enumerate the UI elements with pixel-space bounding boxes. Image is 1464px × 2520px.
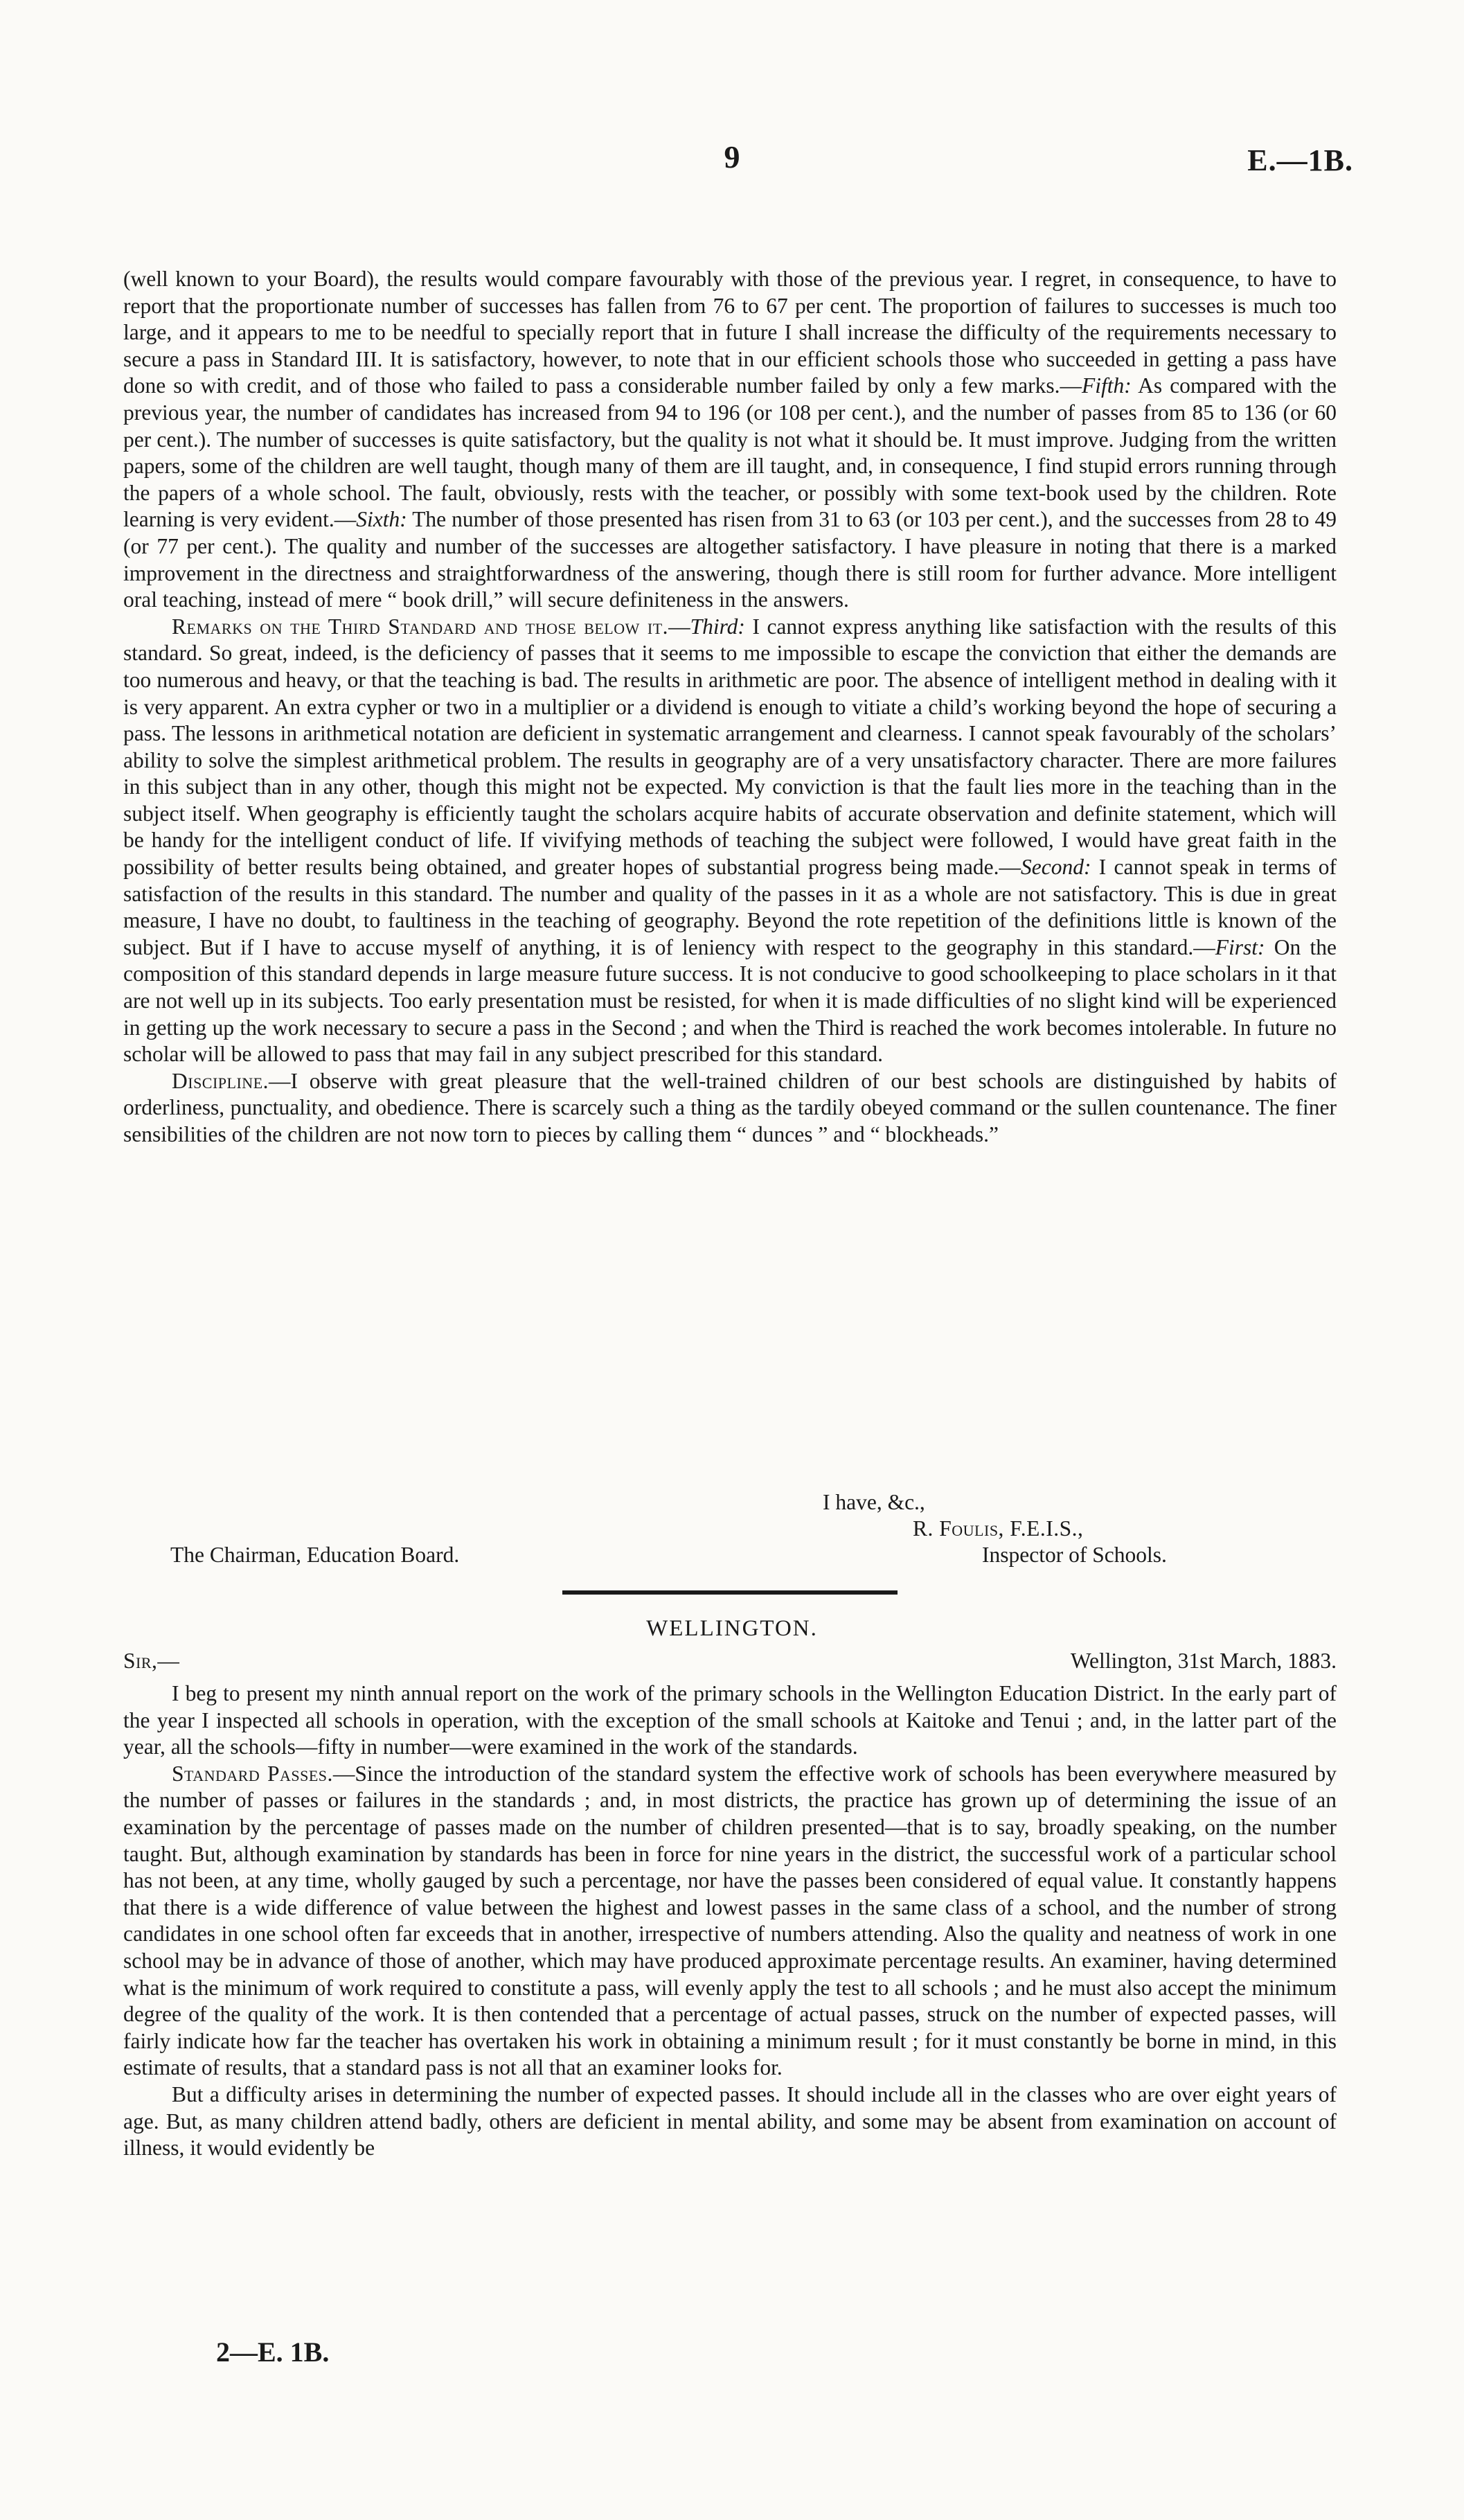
running-head: E.—1B. xyxy=(1247,143,1353,177)
closing-phrase: I have, &c., xyxy=(823,1490,925,1514)
salutation-row xyxy=(123,1649,1337,1676)
report-foulis-body xyxy=(123,266,1337,1148)
signer-name: R. Foulis, F.E.I.S., xyxy=(913,1516,1084,1541)
report-wellington-body xyxy=(123,1680,1337,2162)
report-foulis-closing xyxy=(123,1489,1337,1568)
section-heading: Standard Passes. xyxy=(172,1761,333,1786)
page-number: 9 xyxy=(724,139,740,175)
paragraph-third-standard-and-below: Remarks on the Third Standard and those below it.—Third: I cannot express anything like satisfaction with the results of this standard. So great, indeed, is the deficiency of passes that it seems to me impossible to escape the conviction that either the demands are too numerous and heavy, or that the teaching is bad. The results in arithmetic are poor. The absence of intelligent method in dealing with it is very apparent. An extra cypher or two in a multiplier or a dividend is enough to vitiate a child’s working beyond the hope of securing a pass. The lessons in arithmetical notation are deficient in systematic arrangement and clearness. I cannot speak favourably of the scholars’ ability to solve the simplest arithmetical problem. The results in geography are of a very unsatisfactory character. There are more failures in this subject than in any other, though this might not be expected. My conviction is that the fault lies more in the teaching than in the subject itself. When geography is efficiently taught the scholars acquire habits of accurate observation and definite statement, which will be handy for the intelligent conduct of life. If vivifying methods of teaching the subject were followed, I would have great faith in the possibility of better results being obtained, and greater hopes of substantial progress being made.—Second: I cannot speak in terms of satisfaction of the results in this standard. The number and quality of the passes in it as a whole are not satisfactory. This is due in great measure, I have no doubt, to faultiness in the teaching of geography. Beyond the rote repetition of the definitions little is known of the subject. But if I have to accuse myself of anything, it is of leniency with respect to the geography in this standard.—First: On the composition of this standard depends in large measure future success. It is not conducive to good schoolkeeping to place scholars in it that are not well up in its subjects. Too early presentation must be resisted, for when it is made difficulties of no slight kind will be experienced in getting up the work necessary to secure a pass in the Second ; and when the Third is reached the work becomes intolerable. In future no scholar will be allowed to pass that may fail in any subject prescribed for this standard. xyxy=(123,614,1337,1067)
section-divider xyxy=(562,1590,898,1595)
report-date: Wellington, 31st March, 1883. xyxy=(1070,1649,1337,1673)
paragraph-standards-fifth-sixth: (well known to your Board), the results would compare favourably with those of the previous year. I regret, in consequence, to have to report that the proportionate number of successes has fallen from 76 to 67 per cent. The proportion of failures to successes is much too large, and it appears to me to be needful to specially report that in future I shall increase the difficulty of the requirements necessary to secure a pass in Standard III. It is satisfactory, however, to note that in our efficient schools those who succeeded in getting a pass have done so with credit, and of those who failed to pass a considerable number failed by only a few marks.—Fifth: As compared with the previous year, the number of candidates has increased from 94 to 196 (or 108 per cent.), and the number of passes from 85 to 136 (or 60 per cent.). The number of successes is quite satisfactory, but the quality is not what it should be. It must improve. Judging from the written papers, some of the children are well taught, though many of them are ill taught, and, in consequence, I find stupid errors running through the papers of a whole school. The fault, obviously, rests with the teacher, or possibly with some text-book used by the children. Rote learning is very evident.—Sixth: The number of those presented has risen from 31 to 63 (or 103 per cent.), and the successes from 28 to 49 (or 77 per cent.). The quality and number of the successes are altogether satisfactory. I have pleasure in noting that there is a marked improvement in the directness and straightforwardness of the answering, though there is still room for further advance. More intelligent oral teaching, instead of mere “ book drill,” will secure definiteness in the answers. xyxy=(123,267,1337,612)
addressee: The Chairman, Education Board. xyxy=(170,1543,460,1567)
paragraph-discipline: Discipline.—I observe with great pleasure that the well-trained children of our best schools are distinguished by habits of orderliness, punctuality, and obedience. There is scarcely such a thing as the tardily obeyed command or the sullen countenance. The finer sensibilities of the children are not now torn to pieces by calling them “ dunces ” and “ blockheads.” xyxy=(123,1068,1337,1146)
printer-signature: 2—E. 1B. xyxy=(216,2336,330,2368)
paragraph-expected-passes: But a difficulty arises in determining the number of expected passes. It should include all in the classes who are over eight years of age. But, as many children attend badly, others are deficient in mental ability, and some may be absent from examination on account of illness, it would evidently be xyxy=(123,2082,1337,2160)
section-title-wellington: WELLINGTON. xyxy=(646,1616,818,1641)
section-heading: Remarks on the Third Standard and those below it. xyxy=(172,614,669,639)
paragraph-standard-passes: Standard Passes.—Since the introduction of the standard system the effective work of schools has been everywhere measured by the number of passes or failures in the standards ; and, in most districts, the practice has grown up of determining the issue of an examination by the percentage of passes made on the number of children presented—that is to say, broadly speaking, on the number taught. But, although examination by standards has been in force for nine years in the district, the successful work of a particular school has not been, at any time, wholly gauged by such a percentage, nor have the passes been considered of equal value. It constantly happens that there is a wide difference of value between the highest and lowest passes in the same class of a school, and the number of strong candidates in one school often far exceeds that in another, irrespective of numbers attending. Also the quality and neatness of work in one school may be in advance of those of another, which may have produced approximate percentage results. An examiner, having determined what is the minimum of work required to constitute a pass, will evenly apply the test to all schools ; and he must also accept the minimum degree of the quality of the work. It is then contended that a percentage of actual passes, struck on the number of expected passes, will fairly indicate how far the teacher has overtaken his work in obtaining a minimum result ; for it must constantly be borne in mind, in this estimate of results, that a standard pass is not all that an examiner looks for. xyxy=(123,1761,1337,2080)
section-heading: Discipline. xyxy=(172,1068,269,1093)
paragraph-introduction: I beg to present my ninth annual report on the work of the primary schools in the Wellington Education District. In the early part of the year I inspected all schools in operation, with the exception of the small schools at Kaitoke and Tenui ; and, in the latter part of the year, all the schools—fifty in number—were examined in the work of the standards. xyxy=(123,1681,1337,1759)
salutation: Sir,— xyxy=(123,1649,180,1673)
signer-title: Inspector of Schools. xyxy=(982,1543,1167,1567)
